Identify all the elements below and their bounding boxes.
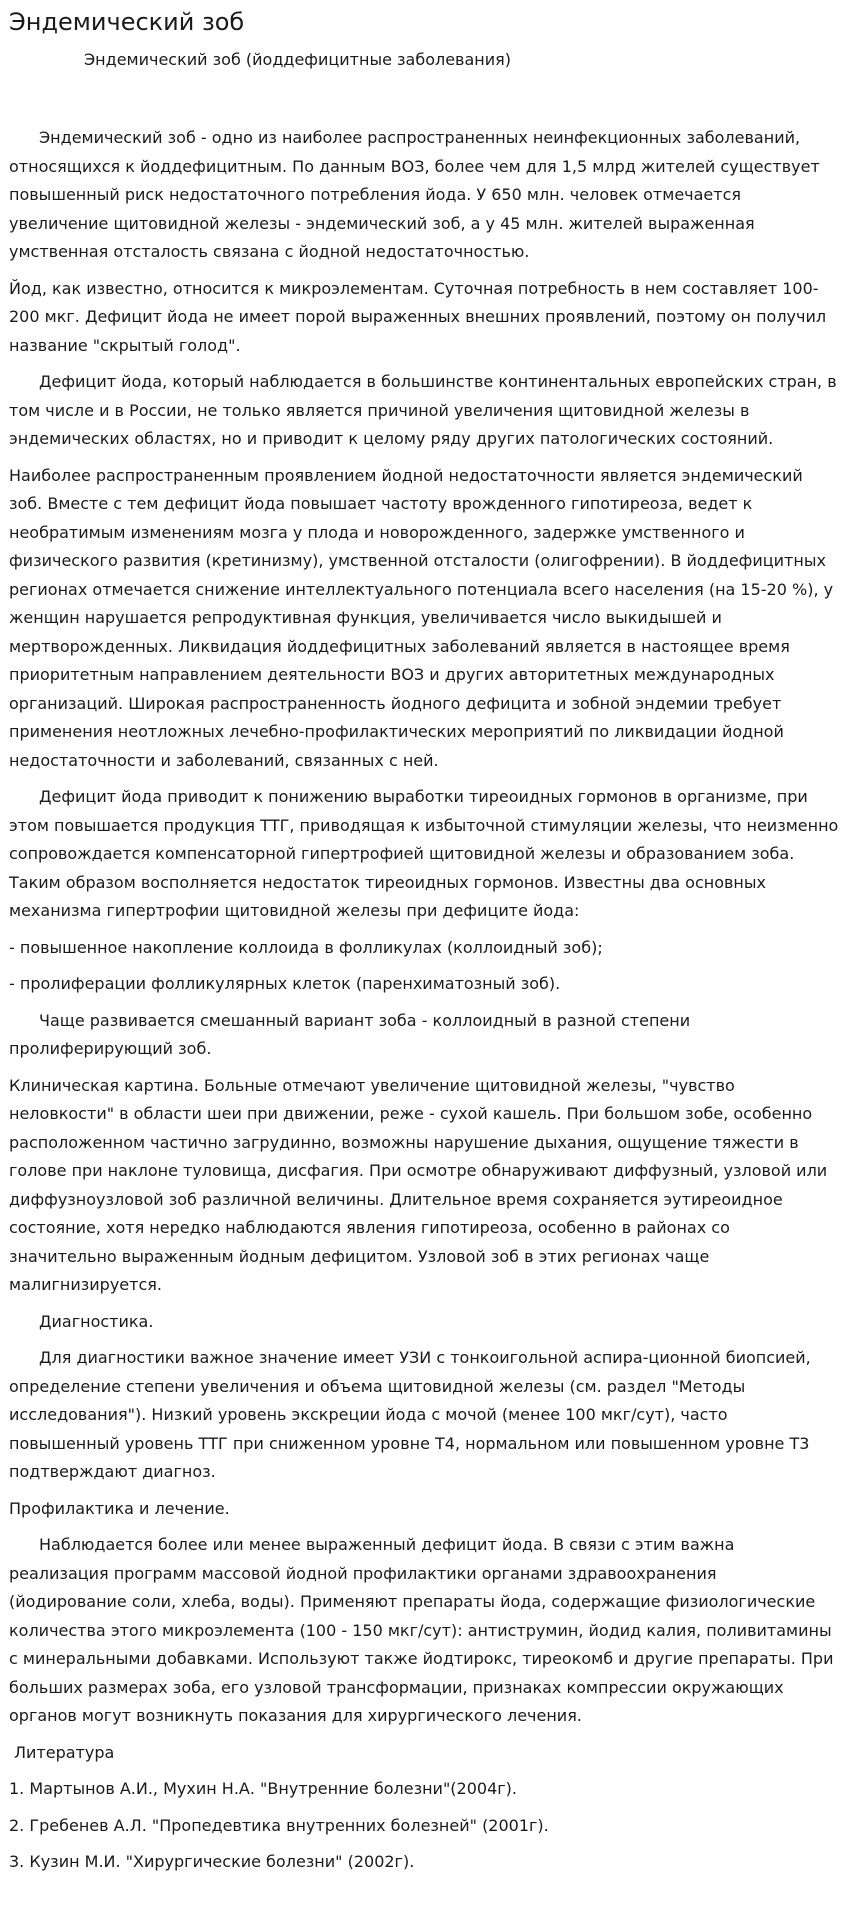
reference-item-3: 3. Кузин М.И. "Хирургические болезни" (2002г). [9,1852,415,1871]
reference-item-2: 2. Гребенев А.Л. "Пропедевтика внутренних болезней" (2001г). [9,1815,549,1835]
paragraph-3: Дефицит йода, который наблюдается в большинстве континентальных европейских стран, в том числе и в России, не только является причиной увеличения щитовидной железы в эндемических областях, но и приводит к целому ряду других патологических состояний. [9,372,837,448]
paragraph-prevention: Наблюдается более или менее выраженный дефицит йода. В связи с этим важна реализация программ массовой йодной профилактики органами здравоохранения (йодирование соли, хлеба, воды). Применяют препараты йода, содержащие физиологические количества этого микроэлемента (100 - 150 мкг/сут): антиструмин, йодид калия, поливитамины с минеральными добавками. Используют также йодтирокс, тиреокомб и другие препараты. При больших размерах зоба, его узловой трансформации, признаках компрессии окружающих органов могут возникнуть показания для хирургического лечения. [9,1535,834,1725]
paragraph-4: Наиболее распространенным проявлением йодной недостаточности является эндемический зоб. Вместе с тем дефицит йода повышает частоту врожденного гипотиреоза, ведет к необратимым изменениям мозга у плода и новорожденного, задержке умственного и физического развития (кретинизму), умственной отсталости (олигофрении). В йоддефицитных регионах отмечается снижение интеллектуального потенциала всего населения (на 15-20 %), у женщин нарушается репродуктивная функция, увеличивается число выкидышей и мертворожденных. Ликвидация йоддефицитных заболеваний является в настоящее время приоритетным направлением деятельности ВОЗ и других авторитетных международных организаций. Широкая распространенность йодного дефицита и зобной эндемии требует применения неотложных лечебно-профилактических мероприятий по ликвидации йодной недостаточности и заболеваний, связанных с ней. [9,465,834,770]
paragraph-8: Чаще развивается смешанный вариант зоба - коллоидный в разной степени пролиферирующий зоб. [9,1010,691,1058]
paragraph-2: Йод, как известно, относится к микроэлементам. Суточная потребность в нем составляет 100-200 мкг. Дефицит йода не имеет порой выраженных внешних проявлений, поэтому он получил название "скрытый голод". [9,278,827,355]
reference-item-1: 1. Мартынов А.И., Мухин Н.А. "Внутренние болезни"(2004г). [9,1779,517,1798]
page-subtitle: Эндемический зоб (йоддефицитные заболевания) [84,50,512,69]
paragraph-5: Дефицит йода приводит к понижению выработки тиреоидных гормонов в организме, при этом повышается продукция ТТГ, приводящая к избыточной стимуляции железы, что неизменно сопровождается компенсаторной гипертрофией щитовидной железы и образованием зоба. Таким образом восполняется недостаток тиреоидных гормонов. Известны два основных механизма гипертрофии щитовидной железы при дефиците йода: [9,787,839,920]
paragraph-diagnostics: Для диагностики важное значение имеет УЗИ с тонкоигольной аспира-ционной биопсией, определение степени увеличения и объема щитовидной железы (см. раздел "Методы исследования"). Низкий уровень экскреции йода с мочой (менее 100 мкг/сут), часто повышенный уровень ТТГ при сниженном уровне Т4, нормальном или повышенном уровне Т3 подтверждают диагноз. [9,1348,811,1481]
heading-prevention: Профилактика и лечение. [9,1498,230,1518]
page-title: Эндемический зоб [9,8,245,36]
list-item-colloid: - повышенное накопление коллоида в фолликулах (коллоидный зоб); [9,937,603,957]
list-item-proliferation: - пролиферации фолликулярных клеток (паренхиматозный зоб). [9,974,561,993]
references-heading: Литература [14,1742,115,1762]
heading-diagnostics: Диагностика. [39,1311,154,1331]
paragraph-clinical: Клиническая картина. Больные отмечают увеличение щитовидной железы, "чувство неловкости" в области шеи при движении, реже - сухой кашель. При большом зобе, особенно расположенном частично загрудинно, возможны нарушение дыхания, ощущение тяжести в голове при наклоне туловища, дисфагия. При осмотре обнаруживают диффузный, узловой или диффузноузловой зоб различной величины. Длительное время сохраняется эутиреоидное состояние, хотя нередко наблюдаются явления гипотиреоза, особенно в районах со значительно выраженным йодным дефицитом. Узловой зоб в этих регионах чаще малигнизируется. [9,1075,828,1294]
paragraph-1: Эндемический зоб - одно из наиболее распространенных неинфекционных заболеваний, относящихся к йоддефицитным. По данным ВОЗ, более чем для 1,5 млрд жителей существует повышенный риск недостаточного потребления йода. У 650 млн. человек отмечается увеличение щитовидной железы - эндемический зоб, а у 45 млн. жителей выраженная умственная отсталость связана с йодной недостаточностью. [9,128,820,261]
article-body [9,124,839,1877]
